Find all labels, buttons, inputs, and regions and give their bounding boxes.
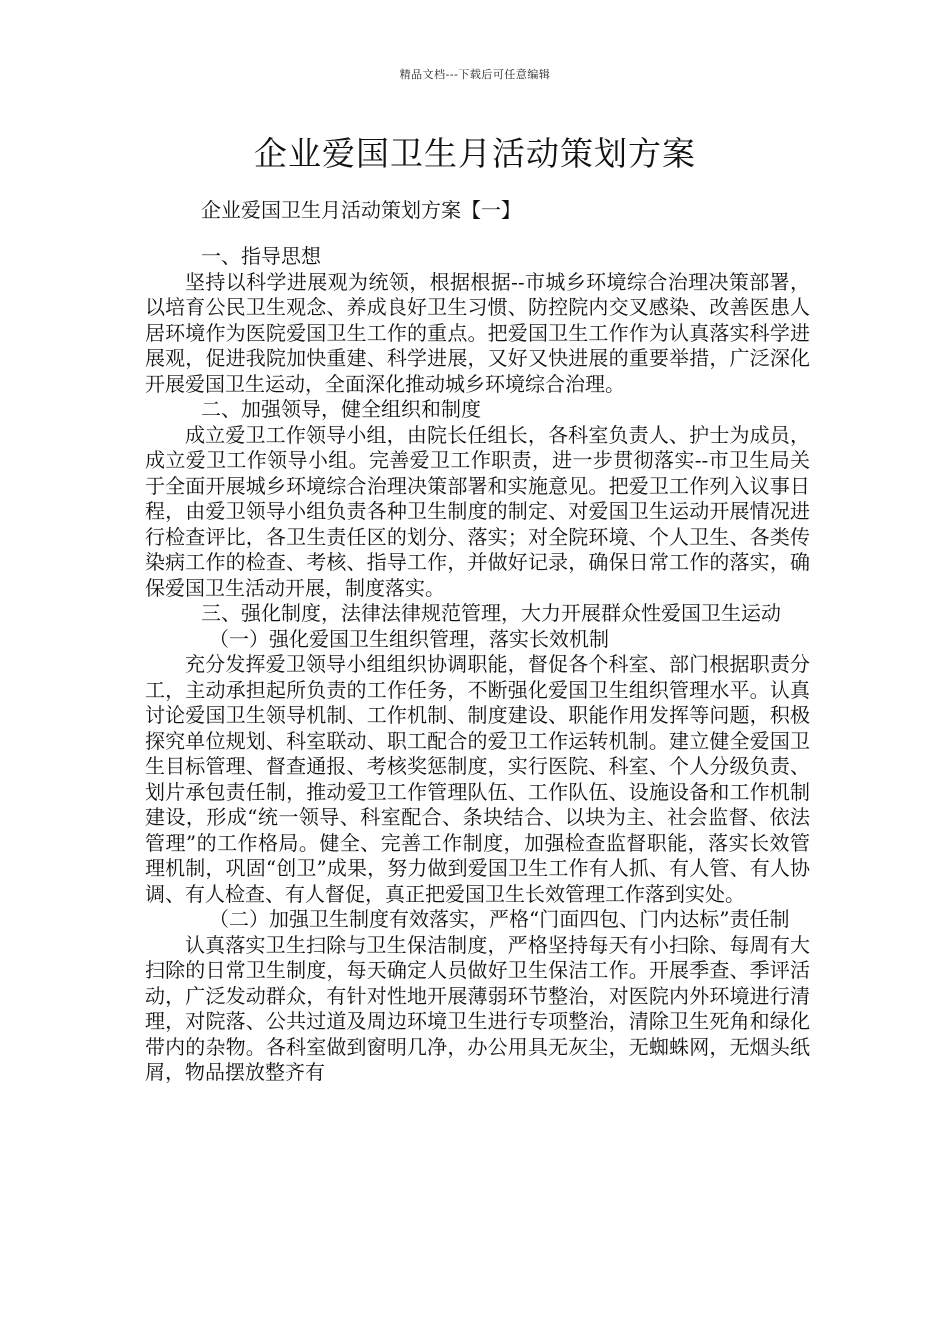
body-paragraph: 充分发挥爱卫领导小组组织协调职能，督促各个科室、部门根据职责分工，主动承担起所负责的工作任务，不断强化爱国卫生组织管理水平。认真讨论爱国卫生领导机制、工作机制、制度建设、职能作用发挥等问题，积极探究单位规划、科室联动、职工配合的爱卫工作运转机制。建立健全爱国卫生目标管理、督查通报、考核奖惩制度，实行医院、科室、个人分级负责、划片承包责任制，推动爱卫工作管理队伍、工作队伍、设施设备和工作机制建设，形成“统一领导、科室配合、条块结合、以块为主、社会监督、依法管理”的工作格局。健全、完善工作制度，加强检查监督职能，落实长效管理机制，巩固“创卫”成果，努力做到爱国卫生工作有人抓、有人管、有人协调、有人检查、有人督促，真正把爱国卫生长效管理工作落到实处。 [145,652,810,906]
section-heading: 一、指导思想 [201,244,321,268]
document-body [145,196,810,1086]
section-heading: 三、强化制度，法律法律规范管理，大力开展群众性爱国卫生运动 [201,601,781,625]
body-paragraph: 认真落实卫生扫除与卫生保洁制度，严格坚持每天有小扫除、每周有大扫除的日常卫生制度，每天确定人员做好卫生保洁工作。开展季查、季评活动，广泛发动群众，有针对性地开展薄弱环节整治，对医院内外环境进行清理，对院落、公共过道及周边环境卫生进行专项整治，清除卫生死角和绿化带内的杂物。各科室做到窗明几净，办公用具无灰尘，无蜘蛛网，无烟头纸屑，物品摆放整齐有 [145,932,810,1084]
body-paragraph: 坚持以科学进展观为统领，根据根据--市城乡环境综合治理决策部署，以培育公民卫生观念、养成良好卫生习惯、防控院内交叉感染、改善医患人居环境作为医院爱国卫生工作的重点。把爱国卫生工作作为认真落实科学进展观，促进我院加快重建、科学进展，又好又快进展的重要举措，广泛深化开展爱国卫生运动，全面深化推动城乡环境综合治理。 [145,269,810,396]
section-heading: 二、加强领导，健全组织和制度 [201,397,481,421]
section-subheading: （二）加强卫生制度有效落实，严格“门面四包、门内达标”责任制 [209,907,790,931]
body-paragraph: 成立爱卫工作领导小组，由院长任组长，各科室负责人、护士为成员，成立爱卫工作领导小组。完善爱卫工作职责，进一步贯彻落实--市卫生局关于全面开展城乡环境综合治理决策部署和实施意见。把爱卫工作列入议事日程，由爱卫领导小组负责各种卫生制度的制定、对爱国卫生运动开展情况进行检查评比，各卫生责任区的划分、落实；对全院环境、个人卫生、各类传染病工作的检查、考核、指导工作，并做好记录，确保日常工作的落实，确保爱国卫生活动开展，制度落实。 [145,422,810,600]
paragraph-list [145,244,810,1086]
document-subtitle: 企业爱国卫生月活动策划方案【一】 [201,198,521,222]
document-title: 企业爱国卫生月活动策划方案 [254,134,696,173]
section-subheading: （一）强化爱国卫生组织管理，落实长效机制 [209,626,609,651]
page-header-note: 精品文档---下载后可任意编辑 [399,68,551,81]
